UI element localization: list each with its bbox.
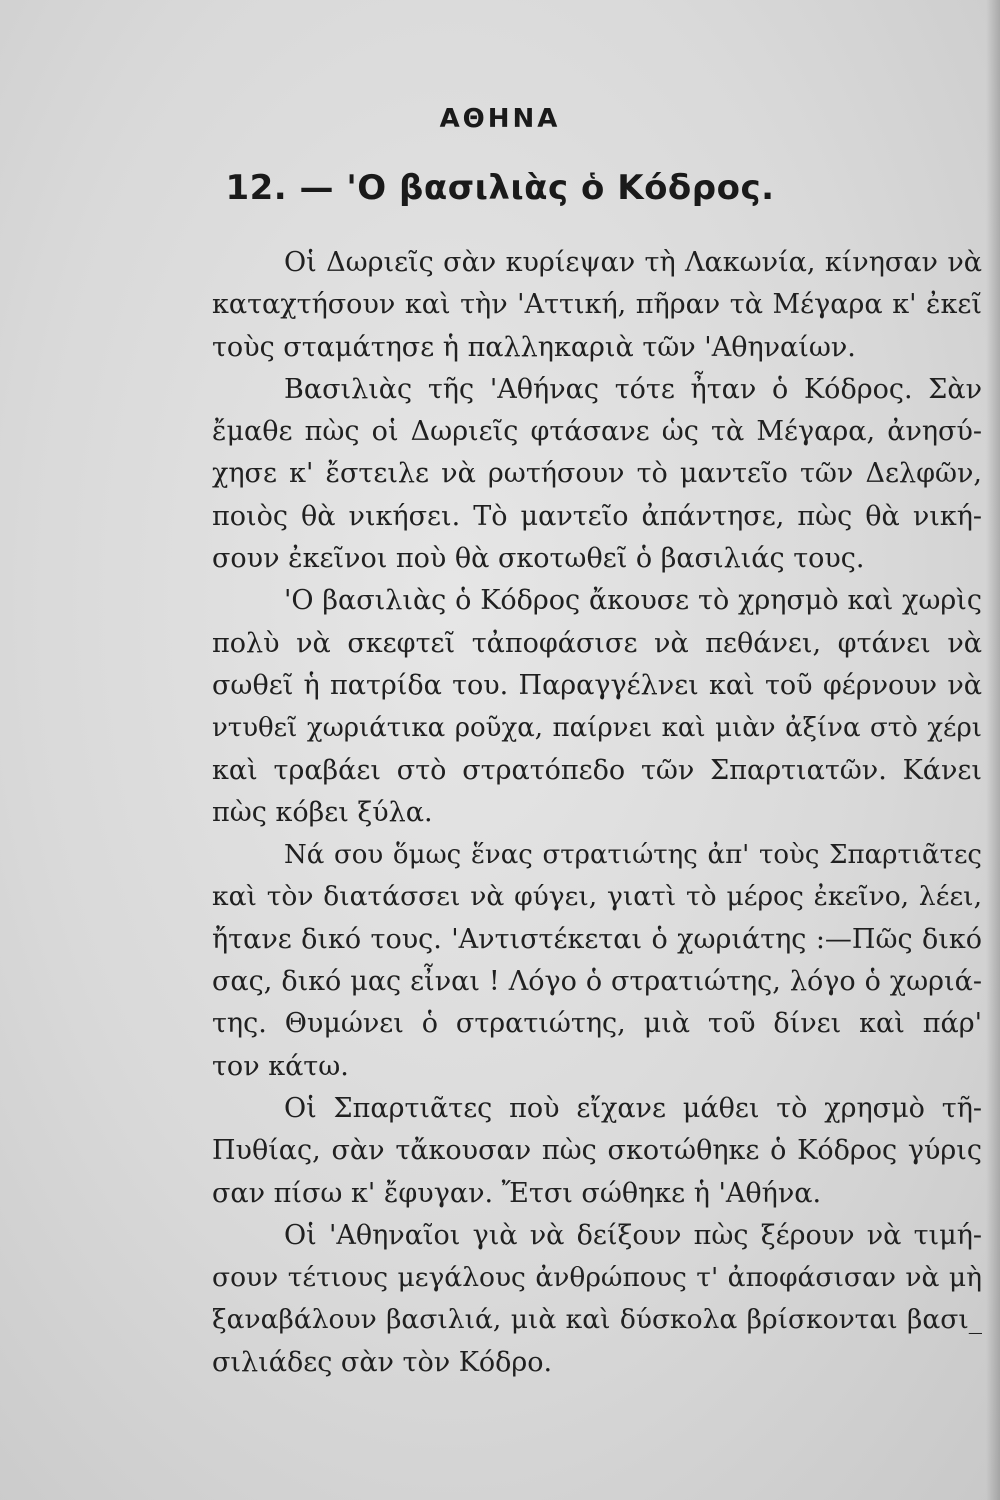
text-line: ντυθεῖ χωριάτικα ροῦχα, παίρνει καὶ μιὰν ἀξίνα στὸ χέρι: [212, 713, 982, 744]
text-line: ἔμαθε πὼς οἱ Δωριεῖς φτάσανε ὡς τὰ Μέγαρα, ἀνησύ-: [212, 416, 982, 448]
text-line: καὶ τὸν διατάσσει νὰ φύγει, γιατὶ τὸ μέρος ἐκεῖνο, λέει,: [212, 881, 982, 913]
text-line: Πυθίας, σὰν τἄκουσαν πὼς σκοτώθηκε ὁ Κόδρος γύρις: [212, 1135, 982, 1167]
text-line: πολὺ νὰ σκεφτεῖ τἀποφάσισε νὰ πεθάνει, φτάνει νὰ: [212, 627, 982, 659]
text-line: χησε κ' ἔστειλε νὰ ρωτήσουν τὸ μαντεῖο τῶν Δελφῶν,: [212, 458, 982, 490]
text-line: σαν πίσω κ' ἔφυγαν. Ἔτσι σώθηκε ἡ 'Αθήνα.: [212, 1177, 822, 1209]
body-text: [212, 242, 982, 1384]
text-line: καταχτήσουν καὶ τὴν 'Αττική, πῆραν τὰ Μέγαρα κ' ἐκεῖ: [212, 289, 982, 321]
text-line: σας, δικό μας εἶναι ! Λόγο ὁ στρατιώτης, λόγο ὁ χωριά-: [212, 966, 982, 998]
text-line: Οἱ 'Αθηναῖοι γιὰ νὰ δείξουν πὼς ξέρουν νὰ τιμή-: [284, 1219, 982, 1251]
text-line: της. Θυμώνει ὁ στρατιώτης, μιὰ τοῦ δίνει καὶ πάρ': [212, 1008, 982, 1040]
text-line: πὼς κόβει ξύλα.: [212, 796, 433, 828]
text-line: τον κάτω.: [212, 1050, 349, 1082]
text-line: Βασιλιὰς τῆς 'Αθήνας τότε ἦταν ὁ Κόδρος. Σὰν: [284, 373, 982, 405]
chapter-title: 12. — 'Ο βασιλιὰς ὁ Κόδρος.: [225, 168, 775, 208]
text-line: Οἱ Σπαρτιᾶτες ποὺ εἴχανε μάθει τὸ χρησμὸ τῆ-: [284, 1092, 982, 1124]
text-line: Νά σου ὅμως ἕνας στρατιώτης ἀπ' τοὺς Σπαρτιᾶτες: [284, 840, 982, 871]
text-line: ξαναβάλουν βασιλιά, μιὰ καὶ δύσκολα βρίσκονται βασι_: [212, 1304, 982, 1336]
text-line: ἤτανε δικό τους. 'Αντιστέκεται ὁ χωριάτης :—Πῶς δικό: [212, 923, 982, 955]
text-line: σιλιάδες σὰν τὸν Κόδρο.: [212, 1346, 553, 1378]
text-line: Οἱ Δωριεῖς σὰν κυρίεψαν τὴ Λακωνία, κίνησαν νὰ: [284, 247, 982, 278]
text-line: τοὺς σταμάτησε ἡ παλληκαριὰ τῶν 'Αθηναίων.: [212, 331, 856, 363]
text-line: 'Ο βασιλιὰς ὁ Κόδρος ἄκουσε τὸ χρησμὸ καὶ χωρὶς: [284, 585, 982, 617]
text-line: σωθεῖ ἡ πατρίδα του. Παραγγέλνει καὶ τοῦ φέρνουν νὰ: [212, 669, 982, 701]
section-heading: ΑΘΗΝΑ: [439, 104, 561, 134]
page-edge-shadow: [986, 0, 1000, 1500]
text-line: σουν τέτιους μεγάλους ἀνθρώπους τ' ἀποφάσισαν νὰ μὴ: [212, 1262, 982, 1294]
text-line: σουν ἐκεῖνοι ποὺ θὰ σκοτωθεῖ ὁ βασιλιάς τους.: [212, 543, 865, 575]
text-line: ποιὸς θὰ νικήσει. Τὸ μαντεῖο ἀπάντησε, πὼς θὰ νική-: [212, 500, 982, 532]
text-line: καὶ τραβάει στὸ στρατόπεδο τῶν Σπαρτιατῶν. Κάνει: [212, 754, 982, 786]
